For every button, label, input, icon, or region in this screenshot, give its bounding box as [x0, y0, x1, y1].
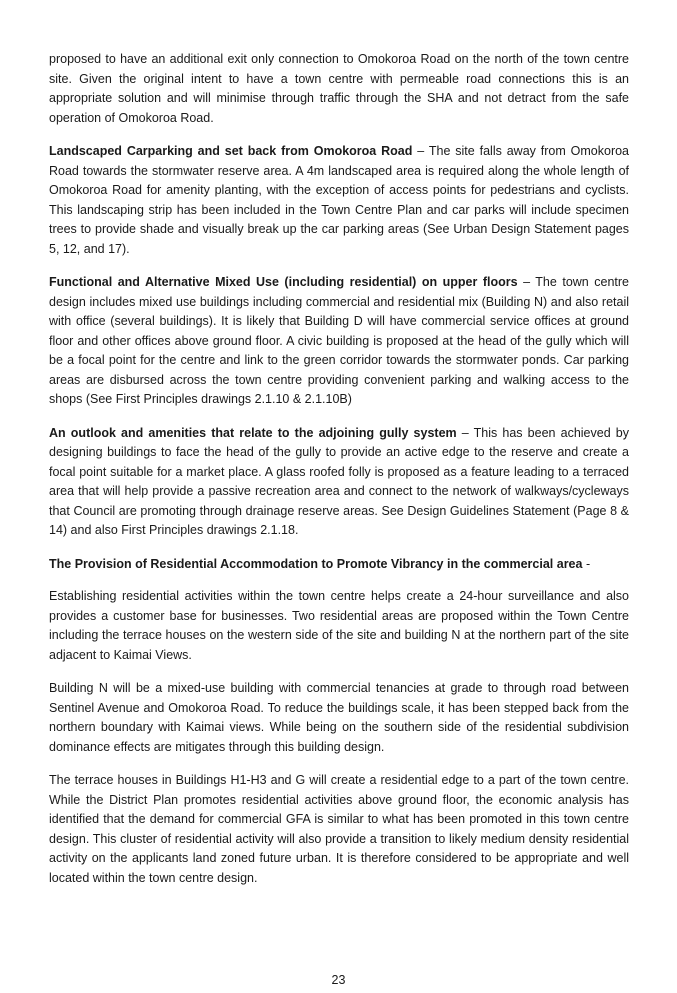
paragraph-gully-outlook	[49, 424, 629, 541]
paragraph-lead: Landscaped Carparking and set back from Omokoroa Road	[49, 144, 413, 158]
paragraph-terrace-houses: The terrace houses in Buildings H1-H3 and G will create a residential edge to a part of the town centre. While the District Plan promotes residential activities above ground floor, the economic analysis has identified that the demand for commercial GFA is similar to what has been promoted in this town centre design. This cluster of residential activity will also provide a transition to likely medium density residential activity on the applicants land zoned future urban. It is therefore considered to be appropriate and well located within the town centre design.	[49, 773, 629, 885]
paragraph-continuation	[49, 50, 629, 128]
paragraph-residential-activities: Establishing residential activities within the town centre helps create a 24-hour surveillance and also provides a customer base for businesses. Two residential areas are proposed within the Town Centre including the terrace houses on the western side of the site and building N at the northern part of the site adjacent to Kaimai Views.	[49, 589, 629, 662]
paragraph-lead: Functional and Alternative Mixed Use (including residential) on upper floors	[49, 275, 518, 289]
paragraph-text: – This has been achieved by designing buildings to face the head of the gully to provide an active edge to the reserve and create a focal point suitable for a market place. A glass roofed folly is proposed as a feature leading to a terraced area that will help provide a passive recreation area and connect to the network of walkways/cycleways that Council are promoting through drainage reserve areas. See Design Guidelines Statement (Page 8 & 14) and also First Principles drawings 2.1.18.	[49, 425, 629, 537]
section-heading-tail: -	[582, 556, 591, 571]
paragraph-mixed-use	[49, 273, 629, 410]
paragraph-lead: An outlook and amenities that relate to the adjoining gully system	[49, 425, 457, 440]
paragraph-landscaped-carparking	[49, 142, 629, 259]
page-number: 23	[331, 973, 346, 987]
section-heading	[49, 555, 629, 575]
section-heading-text: The Provision of Residential Accommodation to Promote Vibrancy in the commercial area	[49, 556, 583, 571]
paragraph-text: – The town centre design includes mixed use buildings including commercial and residential mix (Building N) and also retail with office (several buildings). It is likely that Building D will have commercial service offices at ground floor and other offices above ground floor. A civic building is proposed at the head of the gully which will be a focal point for the centre and link to the green corridor towards the stormwater ponds. Car parking areas are disbursed across the town centre providing convenient parking and walking access to the shops (See First Principles drawings 2.1.10 & 2.1.10B)	[49, 275, 629, 406]
paragraph-text: – The site falls away from Omokoroa Road towards the stormwater reserve area. A 4m landscaped area is required along the whole length of Omokoroa Road for amenity planting, with the exception of access points for pedestrians and cyclists. This landscaping strip has been included in the Town Centre Plan and car parks will include specimen trees to provide shade and visually break up the car parking areas (See Urban Design Statement pages 5, 12, and 17).	[49, 144, 630, 256]
paragraph-text: proposed to have an additional exit only connection to Omokoroa Road on the north of the town centre site. Given the original intent to have a town centre with permeable road connections this is an appropriate solution and will minimise through traffic through the SHA and not detract from the safe operation of Omokoroa Road.	[49, 52, 629, 125]
document-page	[49, 50, 629, 902]
paragraph-building-n: Building N will be a mixed-use building with commercial tenancies at grade to through road between Sentinel Avenue and Omokoroa Road. To reduce the buildings scale, it has been stepped back from the northern boundary with Kaimai views. While being on the southern side of the residential subdivision dominance effects are mitigates through this building design.	[49, 681, 629, 754]
